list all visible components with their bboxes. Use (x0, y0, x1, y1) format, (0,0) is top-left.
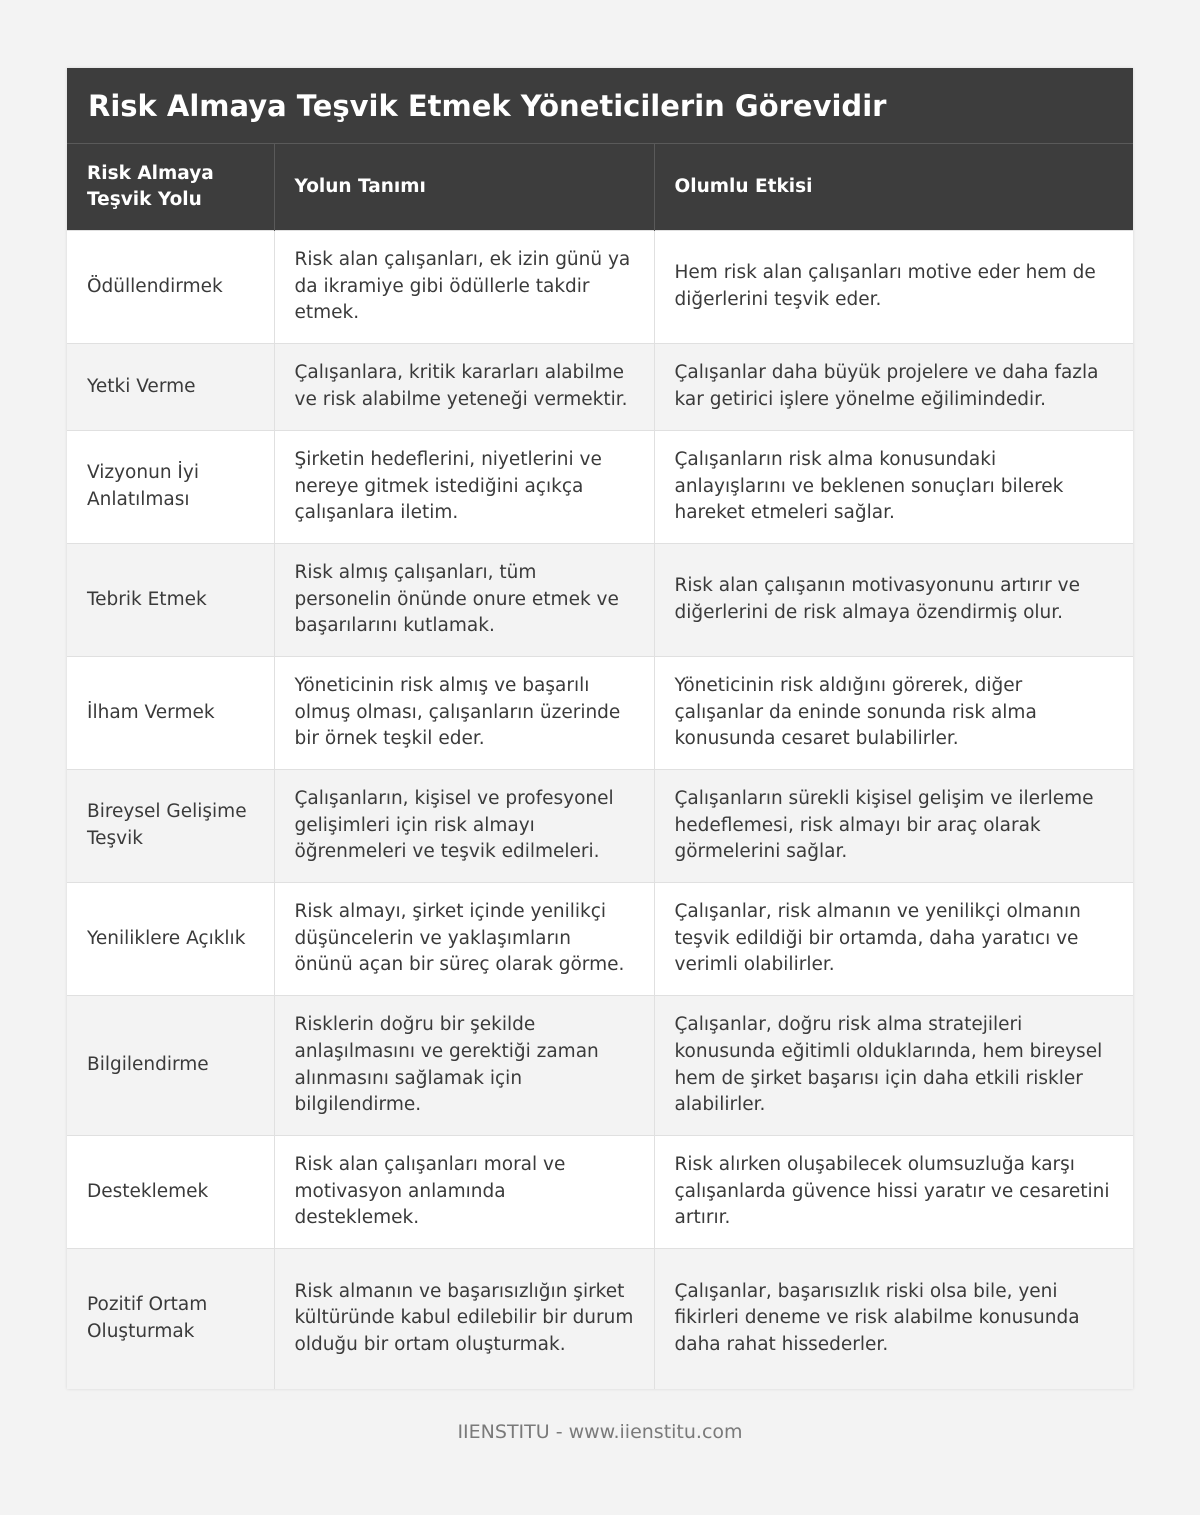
cell-effect: Çalışanların sürekli kişisel gelişim ve ilerleme hedeflemesi, risk almayı bir araç olarak görmelerini sağlar. (654, 770, 1133, 883)
cell-way: Yetki Verme (67, 344, 274, 431)
cell-description: Şirketin hedeflerini, niyetlerini ve nereye gitmek istediğini açıkça çalışanlara iletim. (274, 431, 654, 544)
cell-way: Desteklemek (67, 1136, 274, 1249)
cell-description: Çalışanlara, kritik kararları alabilme ve risk alabilme yeteneği vermektir. (274, 344, 654, 431)
table-row (67, 657, 1133, 770)
cell-description: Risk almış çalışanları, tüm personelin önünde onure etmek ve başarılarını kutlamak. (274, 544, 654, 657)
cell-description: Risk alan çalışanları moral ve motivasyon anlamında desteklemek. (274, 1136, 654, 1249)
cell-description: Risk almayı, şirket içinde yenilikçi düşüncelerin ve yaklaşımların önünü açan bir süreç olarak görme. (274, 883, 654, 996)
table-row (67, 431, 1133, 544)
table-row (67, 770, 1133, 883)
table-row (67, 344, 1133, 431)
header-row (67, 144, 1133, 231)
cell-description: Risklerin doğru bir şekilde anlaşılmasını ve gerektiği zaman alınmasını sağlamak için bilgilendirme. (274, 996, 654, 1136)
cell-effect: Risk alırken oluşabilecek olumsuzluğa karşı çalışanlarda güvence hissi yaratır ve cesaretini artırır. (654, 1136, 1133, 1249)
column-header-way: Risk Almaya Teşvik Yolu (67, 144, 274, 231)
cell-way: Yeniliklere Açıklık (67, 883, 274, 996)
cell-effect: Çalışanlar, risk almanın ve yenilikçi olmanın teşvik edildiği bir ortamda, daha yaratıcı ve verimli olabilirler. (654, 883, 1133, 996)
cell-effect: Hem risk alan çalışanları motive eder hem de diğerlerini teşvik eder. (654, 231, 1133, 344)
table-row (67, 996, 1133, 1136)
cell-effect: Risk alan çalışanın motivasyonunu artırır ve diğerlerini de risk almaya özendirmiş olur. (654, 544, 1133, 657)
cell-description: Yöneticinin risk almış ve başarılı olmuş olması, çalışanların üzerinde bir örnek teşkil eder. (274, 657, 654, 770)
cell-way: Ödüllendirmek (67, 231, 274, 344)
table-row (67, 1249, 1133, 1389)
cell-effect: Çalışanların risk alma konusundaki anlayışlarını ve beklenen sonuçları bilerek hareket etmeleri sağlar. (654, 431, 1133, 544)
cell-way: Tebrik Etmek (67, 544, 274, 657)
table-row (67, 544, 1133, 657)
cell-effect: Çalışanlar daha büyük projelere ve daha fazla kar getirici işlere yönelme eğilimindedir. (654, 344, 1133, 431)
cell-description: Risk almanın ve başarısızlığın şirket kültüründe kabul edilebilir bir durum olduğu bir ortam oluşturmak. (274, 1249, 654, 1389)
table-card (67, 68, 1133, 1389)
cell-way: Bilgilendirme (67, 996, 274, 1136)
cell-way: Bireysel Gelişime Teşvik (67, 770, 274, 883)
cell-description: Çalışanların, kişisel ve profesyonel gelişimleri için risk almayı öğrenmeleri ve teşvik edilmeleri. (274, 770, 654, 883)
table-title: Risk Almaya Teşvik Etmek Yöneticilerin Görevidir (67, 68, 1133, 144)
column-header-effect: Olumlu Etkisi (654, 144, 1133, 231)
cell-way: Vizyonun İyi Anlatılması (67, 431, 274, 544)
cell-effect: Çalışanlar, doğru risk alma stratejileri konusunda eğitimli olduklarında, hem bireysel hem de şirket başarısı için daha etkili riskler alabilirler. (654, 996, 1133, 1136)
cell-way: Pozitif Ortam Oluşturmak (67, 1249, 274, 1389)
table-row (67, 231, 1133, 344)
table-row (67, 1136, 1133, 1249)
cell-effect: Çalışanlar, başarısızlık riski olsa bile, yeni fikirleri deneme ve risk alabilme konusunda daha rahat hissederler. (654, 1249, 1133, 1389)
table-row (67, 883, 1133, 996)
cell-effect: Yöneticinin risk aldığını görerek, diğer çalışanlar da eninde sonunda risk alma konusunda cesaret bulabilirler. (654, 657, 1133, 770)
data-table (67, 144, 1133, 1389)
cell-way: İlham Vermek (67, 657, 274, 770)
cell-description: Risk alan çalışanları, ek izin günü ya da ikramiye gibi ödüllerle takdir etmek. (274, 231, 654, 344)
column-header-description: Yolun Tanımı (274, 144, 654, 231)
footer-credit: IIENSTITU - www.iienstitu.com (457, 1421, 743, 1443)
